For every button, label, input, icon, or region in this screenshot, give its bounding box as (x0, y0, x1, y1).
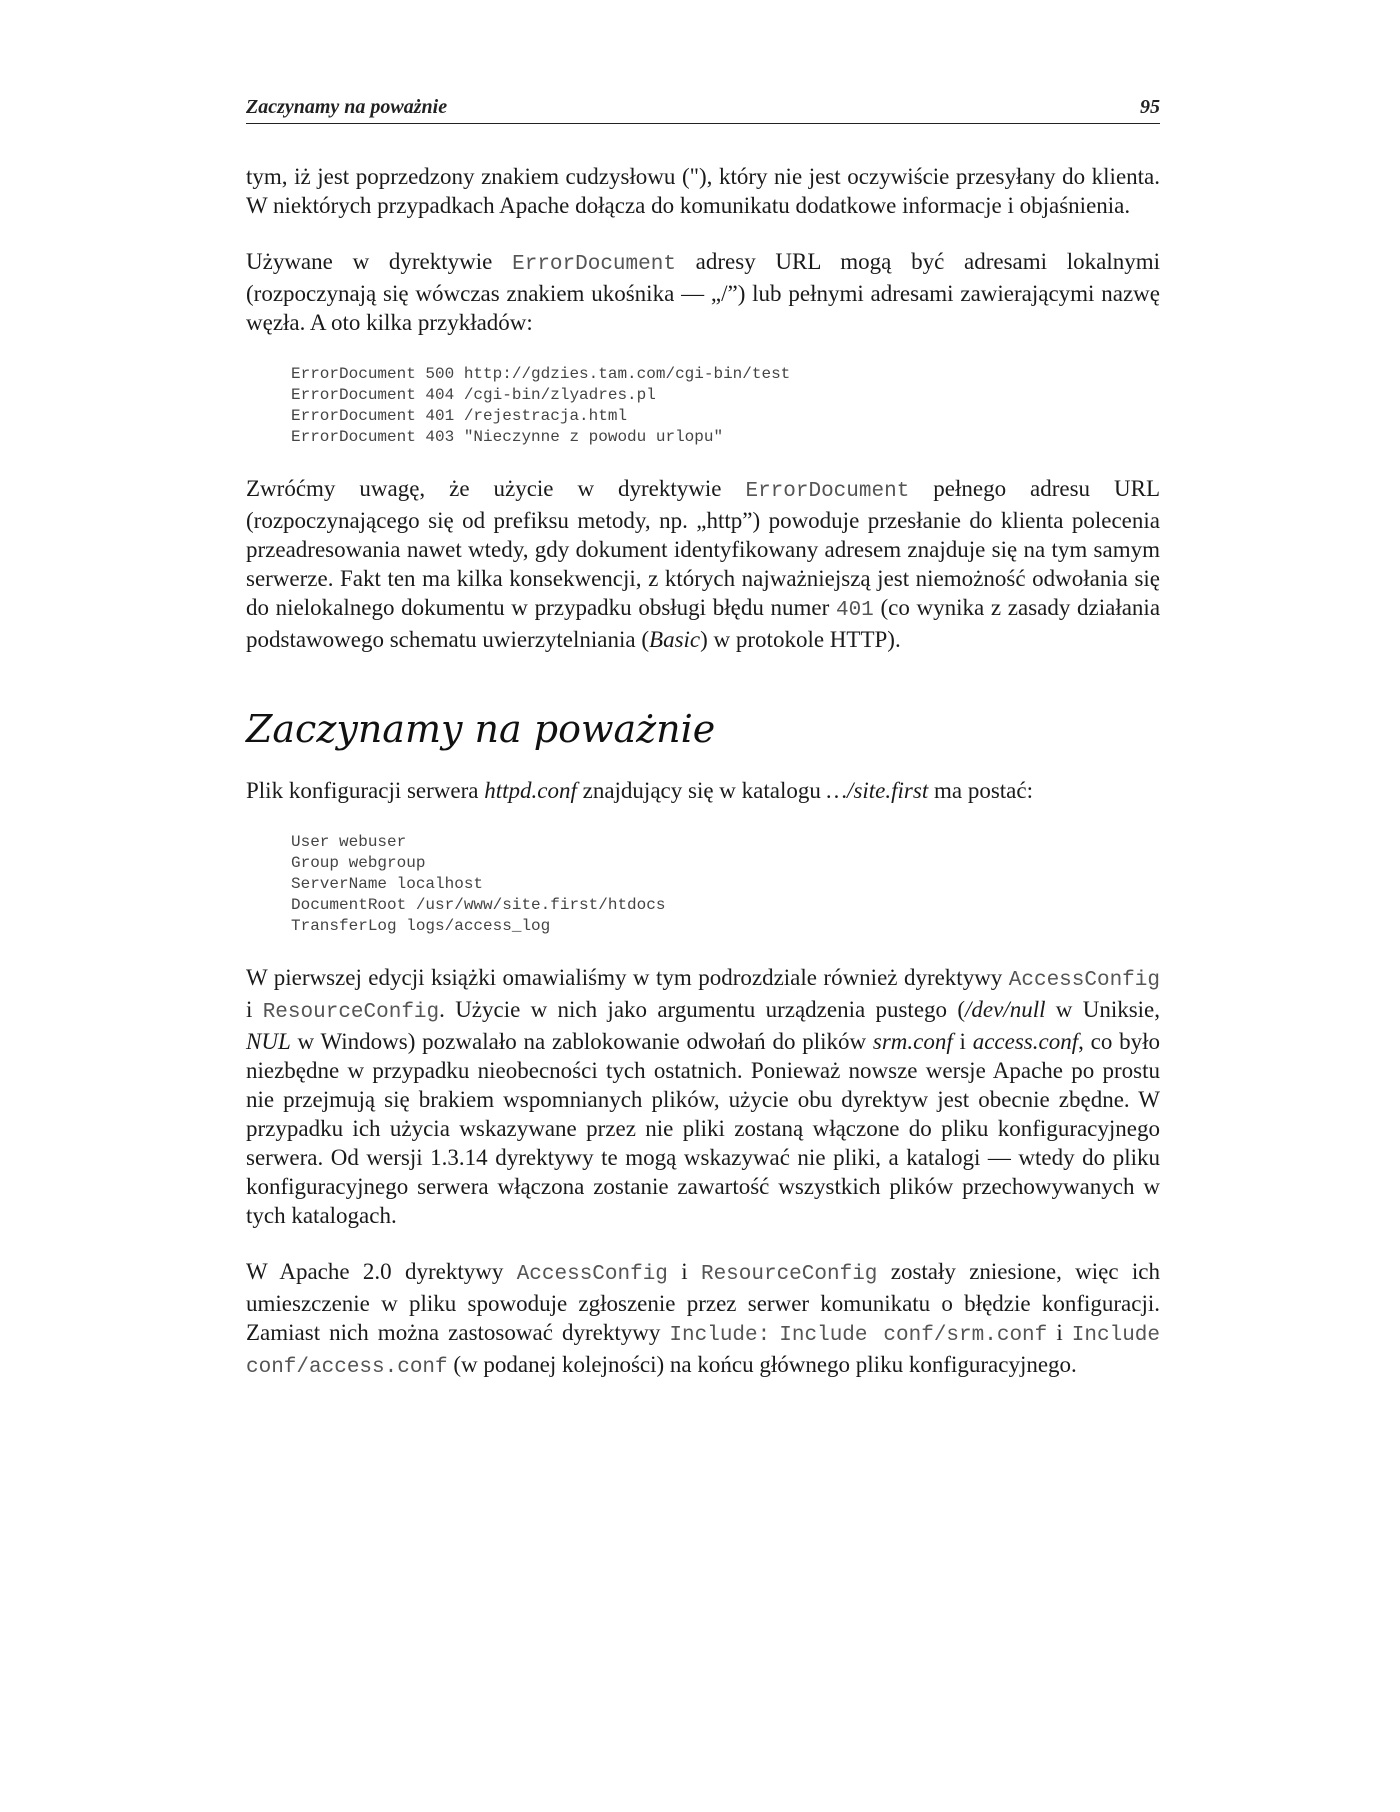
code-block: User webuser Group webgroup ServerName localhost DocumentRoot /usr/www/site.first/htdocs TransferLog logs/access_log (291, 833, 666, 935)
paragraph-text: , co było niezbędne w przypadku nieobecności tych ostatnich. Ponieważ nowsze wersje Apache po prostu nie przejmują się brakiem wspomnianych plików, użycie obu dyrektyw jest obecnie zbędne. W przypadku ich użycia wskazywane przez nie pliki zostaną włączone do pliku konfiguracyjnego serwera. Od wersji 1.3.14 dyrektywy te mogą wskazywać nie pliki, a katalogi — wtedy do pliku konfiguracyjnego serwera włączona zostanie zawartość wszystkich plików przechowywanych w tych katalogach. (246, 1029, 1161, 1228)
paragraph-text: adresy URL mogą być adresami lokalnymi (rozpoczynają się wówczas znakiem ukośnika — „/”) lub pełnymi adresami zawierającymi nazwę węzła. A oto kilka przykładów: (246, 249, 1161, 335)
paragraph-text: i (1056, 1320, 1063, 1345)
running-title: Zaczynamy na poważnie (246, 96, 448, 118)
emphasis: access.conf (972, 1029, 1079, 1054)
inline-code: ResourceConfig (700, 1263, 878, 1286)
inline-code: AccessConfig (1008, 969, 1160, 992)
section-title: Zaczynamy na poważnie (246, 707, 716, 751)
paragraph (246, 963, 1160, 1230)
paragraph (246, 162, 1160, 220)
paragraph (246, 247, 1160, 337)
paragraph-text: w Uniksie, (1055, 997, 1161, 1022)
emphasis: NUL (246, 1029, 291, 1054)
paragraph (246, 1257, 1160, 1382)
paragraph-text: W Apache 2.0 dyrektywy (246, 1259, 504, 1284)
paragraph-text: zostały zniesione, więc ich umieszczenie w pliku spowoduje zgłoszenie przez serwer komunikatu o błędzie konfiguracji. Zamiast nich można zastosować dyrektywy (246, 1259, 1160, 1345)
paragraph-text: (co wynika z zasady działania podstawowego schematu uwierzytelniania ( (246, 595, 1161, 652)
inline-code: ErrorDocument (745, 480, 910, 503)
paragraph-text: i (246, 997, 253, 1022)
inline-code: ErrorDocument (512, 253, 676, 276)
inline-code: 401 (835, 599, 874, 622)
inline-code: AccessConfig (516, 1263, 668, 1286)
paragraph-text: tym, iż jest poprzedzony znakiem cudzysłowu ("), który nie jest oczywiście przesyłany do klienta. W niektórych przypadkach Apache dołącza do komunikatu dodatkowe informacje i objaśnienia. (246, 164, 1160, 218)
emphasis: …/site.first (826, 778, 929, 803)
body-text (246, 162, 1160, 1409)
code-block: ErrorDocument 500 http://gdzies.tam.com/cgi-bin/test ErrorDocument 404 /cgi-bin/zlyadres.pl ErrorDocument 401 /rejestracja.html ErrorDocument 403 "Nieczynne z powodu urlopu" (291, 365, 791, 446)
paragraph-text: . Użycie w nich jako argumentu urządzenia pustego ( (439, 997, 965, 1022)
paragraph-text: Plik konfiguracji serwera (246, 778, 479, 803)
paragraph-text: Zwróćmy uwagę, że użycie w dyrektywie (246, 476, 722, 501)
paragraph-text: pełnego adresu URL (rozpoczynającego się od prefiksu metody, np. „http”) powoduje przesłanie do klienta polecenia przeadresowania nawet wtedy, gdy dokument identyfikowany adresem znajduje się na tym samym serwerze. Fakt ten ma kilka konsekwencji, z których najważniejszą jest niemożność odwołania się do nielokalnego dokumentu w przypadku obsługi błędu numer (246, 476, 1161, 620)
inline-code: Include: (669, 1324, 771, 1347)
paragraph-text: (w podanej kolejności) na końcu głównego pliku konfiguracyjnego. (453, 1352, 1077, 1377)
paragraph (246, 776, 1160, 805)
paragraph-text: w Windows) pozwalało na zablokowanie odwołań do plików (297, 1029, 867, 1054)
paragraph-text: i (959, 1029, 966, 1054)
emphasis: Basic (649, 627, 701, 652)
running-header (246, 96, 1160, 124)
paragraph-text: W pierwszej edycji książki omawialiśmy w tym podrozdziale również dyrektywy (246, 965, 1003, 990)
emphasis: httpd.conf (484, 778, 577, 803)
paragraph (246, 474, 1160, 654)
paragraph-text: ) w protokole HTTP). (700, 627, 901, 652)
page-number: 95 (1140, 96, 1160, 118)
inline-code: Include conf/srm.conf (779, 1324, 1048, 1347)
inline-code: Include conf/access.conf (246, 1324, 1160, 1379)
paragraph-text: ma postać: (933, 778, 1033, 803)
emphasis: /dev/null (965, 997, 1046, 1022)
emphasis: srm.conf (872, 1029, 953, 1054)
paragraph-text: i (681, 1259, 688, 1284)
paragraph-text: znajdujący się w katalogu (582, 778, 821, 803)
book-page (246, 96, 1161, 1379)
paragraph-text: Używane w dyrektywie (246, 249, 493, 274)
inline-code: ResourceConfig (262, 1001, 440, 1024)
